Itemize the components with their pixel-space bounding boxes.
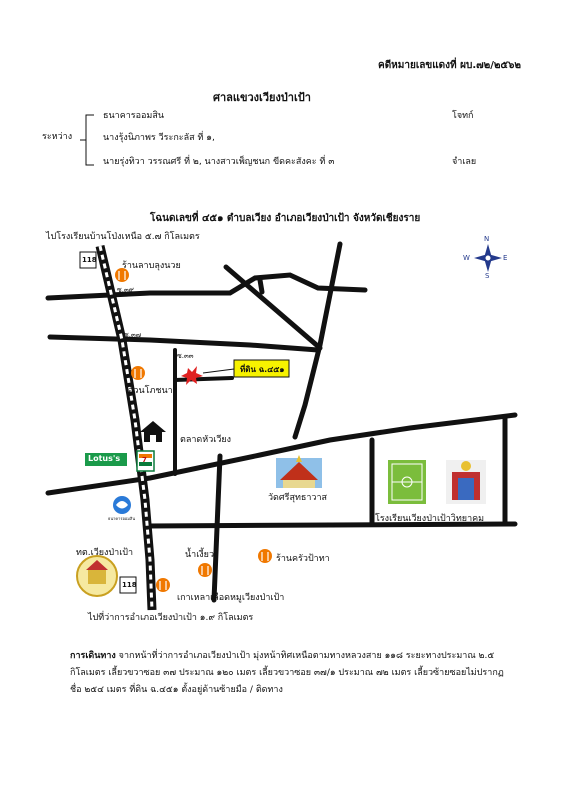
compass-n: N [484,235,490,243]
label-school: โรงเรียนเวียงป่าเป้าวิทยาคม [375,514,485,524]
label-route-118-top: 118 [82,256,97,264]
label-lotus: Lotus's [88,454,121,463]
label-market: ตลาดหัวเวียง [180,435,232,445]
road-diagonal [226,267,320,348]
road-site-access [175,378,232,380]
label-to-district-bottom: ไปที่ว่าการอำเภอเวียงป่าเป้า ๑.๙ กิโลเมตร [88,613,254,623]
restaurant-icon-nam-ngiao [198,563,212,577]
restaurant-icon-uan [131,366,145,380]
label-soi-33: ซ.๓๓ [177,352,194,360]
label-restaurant-khrua: ร้านครัวป้าทา [276,554,330,564]
court-name: ศาลแขวงเวียงป่าเป้า [213,91,311,104]
compass-s: S [485,272,490,280]
label-restaurant-lungnuay: ร้านลาบลุงนวย [122,261,181,271]
compass-e: E [503,254,508,262]
compass-icon [474,244,502,272]
restaurant-icon-khrua [258,549,272,563]
label-site: ที่ดิน ฉ.๔๕๑ [240,365,285,374]
label-nam-ngiao: น้ำเงี้ยว [185,550,215,560]
directions-text: จากหน้าที่ว่าการอำเภอเวียงป่าเป้า มุ่งหน้าทิศเหนือตามทางหลวงสาย ๑๑๘ ระยะทางประมาณ ๒.๕ กิโลเมตร เลี้ยวขวาซอย ๓๗ ประมาณ ๑๒๐ เมตร เลี้ยวขวาซอย ๓๗/๑ ประมาณ ๗๒ เมตร เลี้ยวซ้ายซอยไม่ปรากฏชื่อ ๒๕๔ เมตร ที่ดิน ฉ.๔๕๑ ตั้งอยู่ด้านซ้ายมือ / ติดทาง [70,651,504,695]
label-to-school-top: ไปโรงเรียนบ้านโป่งเหนือ ๕.๗ กิโลเมตร [46,232,200,242]
map-title: โฉนดเลขที่ ๔๕๑ ตำบลเวียง อำเภอเวียงป่าเป้า จังหวัดเชียงราย [150,213,421,224]
district-emblem [77,556,117,596]
restaurant-icon-noodle [156,578,170,592]
bank-logo [113,496,131,514]
plaintiff-role: โจทก์ [452,111,474,121]
label-soi-39: ซ.๓๙ [117,286,134,294]
road-soi-39-spur [260,280,262,292]
between-label: ระหว่าง [42,132,73,142]
temple-picture [276,455,322,488]
directions-paragraph [70,648,510,699]
directions-label: การเดินทาง [70,651,116,661]
house-icon [140,421,166,442]
road-south-branch [214,456,220,600]
label-soi-37: ซ.๓๗ [124,331,142,339]
defendant-2: นายรุ่งทิวา วรรณศรี ที่ ๒, นางสาวเพ็ญชนก ขีดคะสังคะ ที่ ๓ [103,157,335,167]
label-noodle-shop: เกาเหลาเลือดหมูเวียงป่าเป้า [177,593,285,603]
label-bank-logo: ธนาคารออมสิน [108,516,136,521]
road-soi-39 [48,275,365,298]
football-field-picture [388,460,426,504]
label-seven-eleven: 7 [142,456,147,464]
label-restaurant-uan: อ้วนโภชนา [128,386,173,396]
defendant-role: จำเลย [452,157,477,167]
defendant-1: นางรุ้งนิภาพร วีระกะลัส ที่ ๑, [103,133,215,143]
label-route-118-bottom: 118 [122,581,137,589]
road-soi-37 [50,337,318,350]
compass-w: W [463,254,470,262]
case-number: คดีหมายเลขแดงที่ ผบ.๗๒/๒๕๖๒ [378,60,521,71]
school-picture [446,460,486,504]
label-temple: วัดศรีสุทธาวาส [268,493,328,503]
label-district-office: ทต.เวียงป่าเป้า [76,548,134,558]
site-marker [181,366,234,385]
plaintiff-name: ธนาคารออมสิน [103,111,164,121]
road-north-south-east [295,244,340,437]
